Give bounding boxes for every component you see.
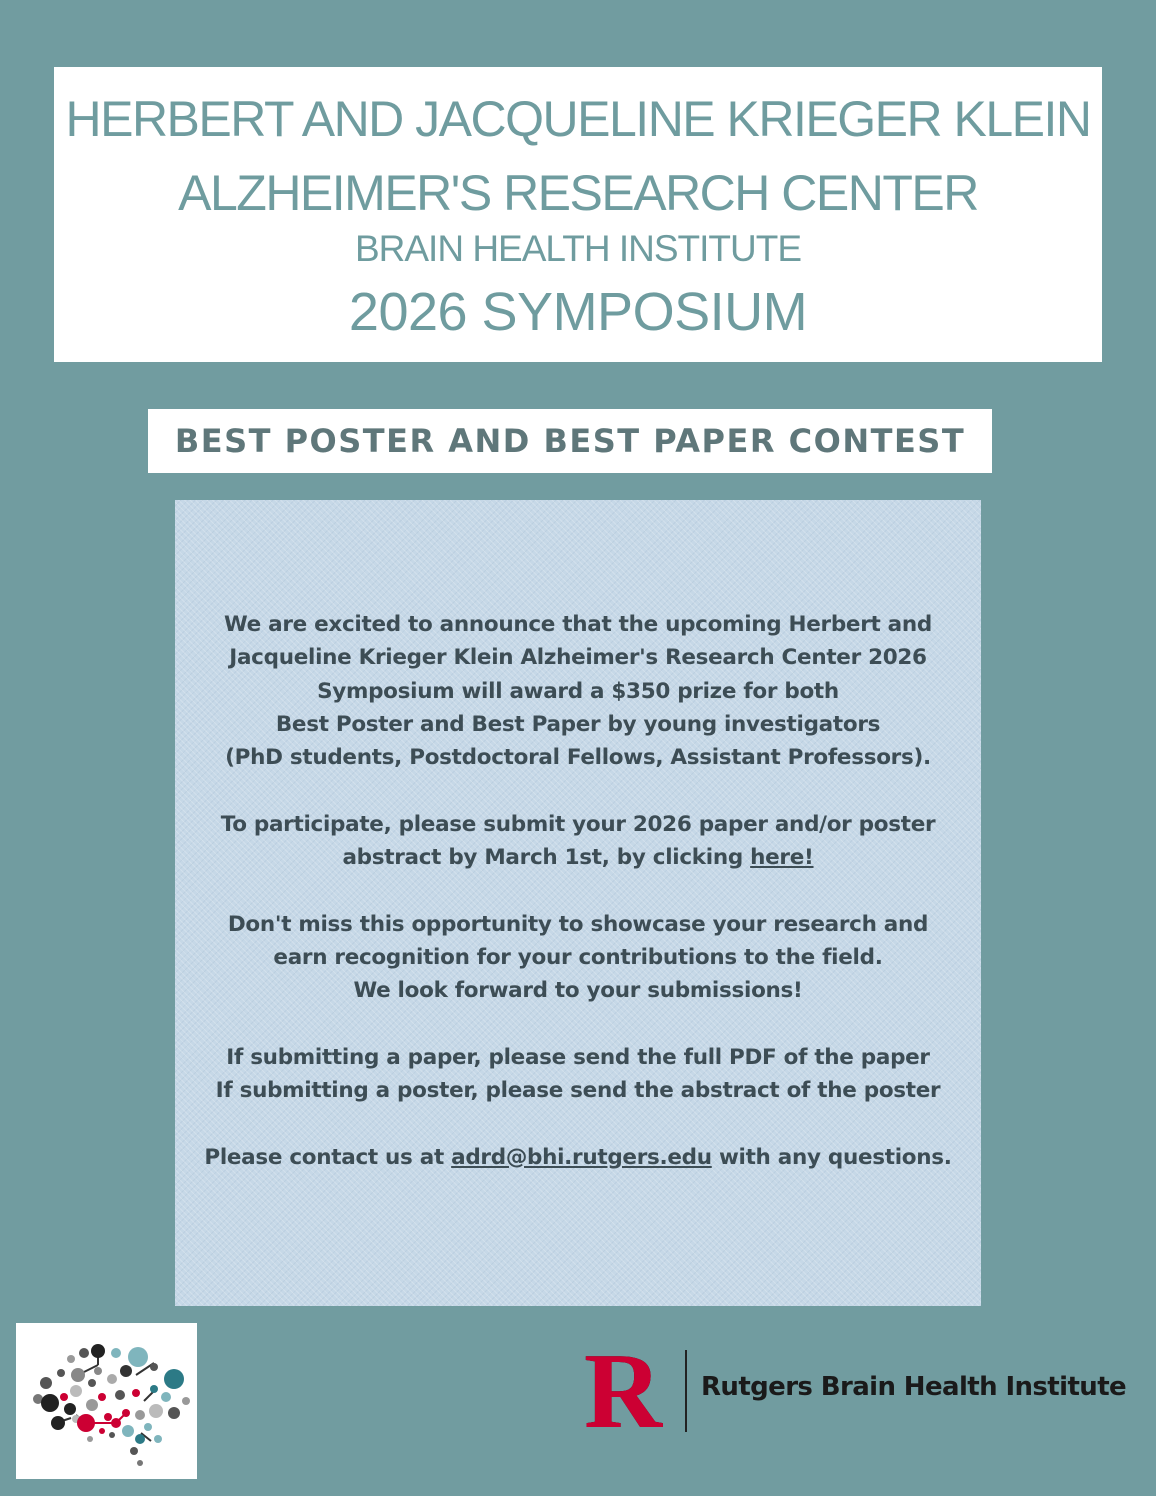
announcement-panel	[175, 500, 981, 1306]
paragraph-instructions	[175, 1041, 981, 1108]
text-line: Jacqueline Krieger Klein Alzheimer's Research Center 2026	[229, 645, 927, 671]
text-line: Symposium will award a $350 prize for both	[317, 678, 839, 704]
brain-network-icon	[16, 1323, 197, 1479]
header-line-1: HERBERT AND JACQUELINE KRIEGER KLEIN	[65, 91, 1091, 147]
text-line: We look forward to your submissions!	[353, 978, 803, 1004]
header-line-3: BRAIN HEALTH INSTITUTE	[354, 228, 802, 269]
brain-logo	[16, 1323, 197, 1479]
announcement-text	[175, 608, 981, 1174]
paragraph-contact	[175, 1141, 981, 1174]
text-line: To participate, please submit your 2026 paper and/or poster	[220, 811, 936, 837]
paragraph-participate	[175, 808, 981, 875]
rutgers-institute-name: Rutgers Brain Health Institute	[701, 1372, 1127, 1402]
logo-divider	[685, 1350, 687, 1432]
paragraph-opportunity	[175, 908, 981, 1008]
text-line	[175, 1141, 981, 1174]
text-segment: with any questions.	[711, 1144, 952, 1170]
rutgers-logo	[577, 1332, 1127, 1451]
paragraph-intro	[175, 608, 981, 774]
header-banner	[54, 67, 1102, 362]
header-line-2: ALZHEIMER'S RESEARCH CENTER	[178, 165, 978, 221]
text-line: Don't miss this opportunity to showcase your research and	[227, 911, 929, 937]
text-line: If submitting a poster, please send the abstract of the poster	[215, 1078, 941, 1104]
text-segment: abstract by March 1st, by clicking	[342, 845, 751, 871]
header-line-4: 2026 SYMPOSIUM	[348, 282, 808, 342]
text-segment: Please contact us at	[204, 1144, 452, 1170]
text-line	[175, 841, 981, 874]
contest-title: BEST POSTER AND BEST PAPER CONTEST	[148, 409, 992, 473]
text-line: Best Poster and Best Paper by young investigators	[275, 711, 881, 737]
text-line: We are excited to announce that the upcoming Herbert and	[224, 612, 932, 637]
text-line: earn recognition for your contributions to the field.	[273, 944, 883, 970]
submission-link[interactable]: here!	[750, 845, 814, 871]
rutgers-r-mark: R	[584, 1332, 662, 1451]
contact-email-link[interactable]: adrd@bhi.rutgers.edu	[451, 1144, 712, 1170]
text-line: If submitting a paper, please send the full PDF of the paper	[226, 1044, 930, 1070]
text-line: (PhD students, Postdoctoral Fellows, Assistant Professors).	[225, 745, 931, 771]
